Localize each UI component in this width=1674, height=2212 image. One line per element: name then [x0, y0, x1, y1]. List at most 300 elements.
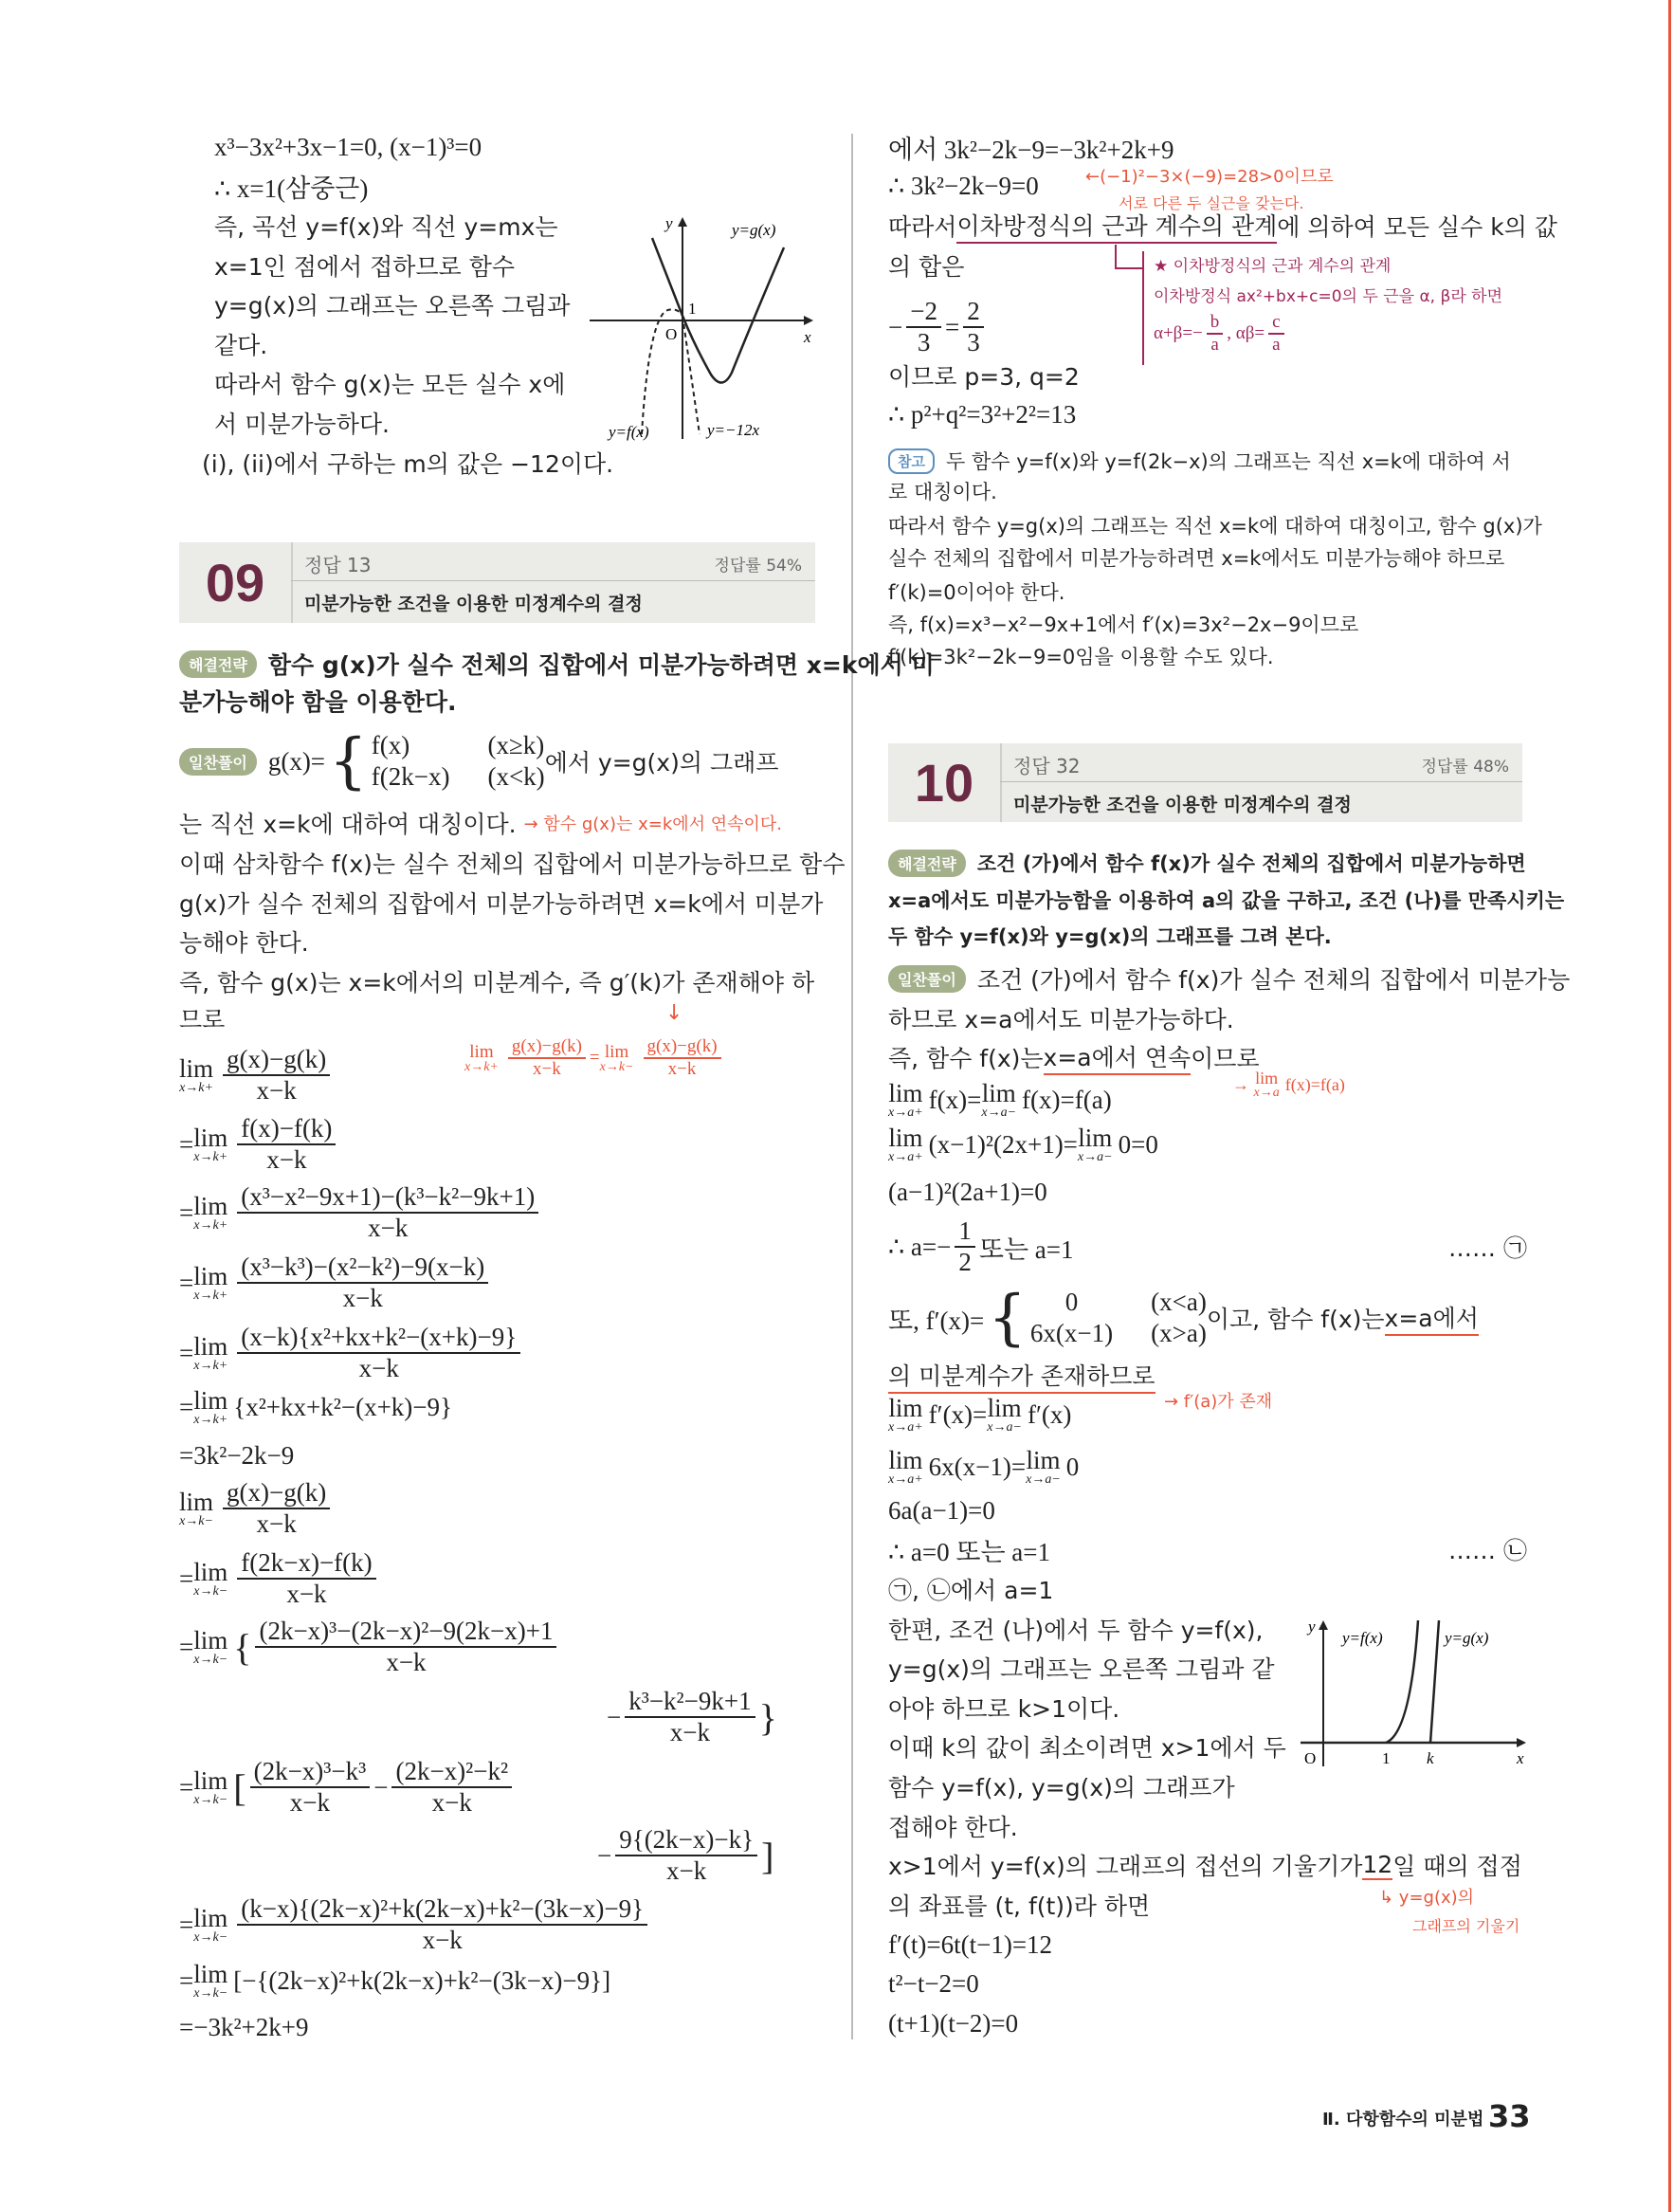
- math-text: x→k+: [193, 1288, 228, 1303]
- graph-label-one: 1: [688, 300, 697, 318]
- y-axis-arrow: [1319, 1620, 1328, 1630]
- fraction: [223, 1478, 330, 1539]
- text-line: 에서 3k²−2k−9=−3k²+2k+9: [888, 135, 1174, 164]
- correct-rate: 정답률 54%: [714, 557, 802, 576]
- text-line: 서 미분가능하다.: [214, 411, 390, 438]
- limit: [987, 1393, 1022, 1435]
- eq: t²−t−2=0: [888, 1968, 979, 1998]
- math-text: x−k: [286, 1580, 327, 1608]
- fraction: [1268, 312, 1283, 356]
- condition: (x≥k): [487, 731, 545, 759]
- math-text: =: [179, 1563, 194, 1593]
- limit: [888, 1078, 923, 1120]
- step-1: [179, 1039, 334, 1111]
- text-line: 므로: [179, 1006, 226, 1033]
- math-text: 에 의하여 모든 실수 k의 값: [1277, 213, 1557, 241]
- text-line: 함수 y=f(x), y=g(x)의 그래프가: [888, 1774, 1235, 1801]
- solution-line: [888, 958, 1570, 999]
- cases: [372, 731, 545, 792]
- fraction: [237, 1548, 375, 1609]
- math-text: x→k+: [193, 1217, 228, 1233]
- math-text: x→k−: [193, 1929, 228, 1945]
- underlined-term: x=a에서 연속: [1044, 1039, 1192, 1075]
- text-line: 한편, 조건 (나)에서 두 함수 y=f(x),: [888, 1617, 1264, 1644]
- math-text: k³−k²−9k+1: [625, 1687, 755, 1718]
- math-text: f(x)=f(a): [1284, 1074, 1345, 1094]
- text-line: ∴ p²+q²=3²+2²=13: [888, 399, 1077, 429]
- math-text: =: [179, 1632, 194, 1661]
- math-text: x→a+: [888, 1105, 923, 1120]
- case: f(2k−x): [371, 762, 450, 791]
- eq: (t+1)(t−2)=0: [888, 2008, 1019, 2038]
- reference-badge: 참고: [888, 448, 935, 474]
- math-text: x→k−: [179, 1513, 213, 1528]
- math-text: 12: [1362, 1850, 1393, 1878]
- red-note: ←(−1)²−3×(−9)=28>0이므로: [1085, 167, 1334, 187]
- text-line: (i), (ii)에서 구하는 m의 값은 −12이다.: [202, 450, 614, 478]
- math-text: 2: [963, 297, 984, 328]
- text-line: 접해야 한다.: [888, 1814, 1018, 1841]
- red-note: ↳ y=g(x)의: [1379, 1888, 1475, 1908]
- text-line: [888, 1355, 1155, 1397]
- graph-label-y: y: [1308, 1618, 1316, 1636]
- math-text: 즉, 함수 f(x)는: [888, 1045, 1044, 1072]
- text-line: 의 합은: [888, 253, 965, 281]
- math-text: lim: [193, 1261, 228, 1290]
- math-text: x−k: [669, 1718, 711, 1746]
- math-text: (2k−x)²−k²: [391, 1757, 512, 1788]
- fraction: [391, 1757, 512, 1818]
- limit: [193, 1125, 227, 1164]
- math-text: x=a에서: [1385, 1300, 1479, 1336]
- math-text: x−k: [358, 1354, 399, 1382]
- lim: lim: [604, 1041, 629, 1062]
- math-text: (x³−x²−9x+1)−(k³−k²−9k+1): [237, 1182, 538, 1214]
- limit: [981, 1078, 1017, 1120]
- text-line: ∴ 3k²−2k−9=0: [888, 171, 1039, 200]
- math-text: 6x(x−1)=: [928, 1452, 1027, 1481]
- math-text: 두 함수 y=f(x)와 y=f(2k−x)의 그래프는 직선 x=k에 대하여 서: [945, 450, 1511, 473]
- step-7: =3k²−2k−9: [179, 1440, 295, 1470]
- step-10-cont: [607, 1681, 777, 1753]
- math-text: x−k: [289, 1788, 331, 1817]
- math-text: x−k: [422, 1926, 463, 1954]
- solution-badge: 일찬풀이: [179, 748, 257, 776]
- math-text: f(2k−x)−f(k): [237, 1548, 375, 1580]
- math-text: g(x)−g(k): [223, 1478, 330, 1509]
- math-text: x→k−: [193, 1792, 228, 1807]
- answer: 정답 32: [1013, 755, 1081, 777]
- math-part: {: [988, 1283, 1027, 1353]
- underlined-term: 이차방정식의 근과 계수의 관계: [956, 208, 1277, 244]
- graph-label-g: y=g(x): [1445, 1629, 1489, 1647]
- math-text: (x>a): [1151, 1319, 1207, 1347]
- math-text: }: [758, 1695, 777, 1739]
- strategy-line: [179, 643, 935, 685]
- math-text: 일 때의 접점: [1392, 1853, 1522, 1880]
- limit: [193, 1765, 228, 1807]
- eq: [888, 1392, 1071, 1437]
- math: g(x)=: [267, 746, 326, 776]
- fraction: [237, 1252, 488, 1313]
- math-text: x−k: [666, 1856, 707, 1885]
- text-line: y=g(x)의 그래프는 오른쪽 그림과: [214, 292, 571, 320]
- math-text: x→k−: [193, 1985, 228, 2001]
- limit: [888, 1445, 923, 1487]
- math-text: =: [179, 1197, 194, 1227]
- text-line: 따라서 함수 g(x)는 모든 실수 x에: [214, 371, 566, 398]
- eq: (a−1)²(2a+1)=0: [888, 1177, 1047, 1206]
- fraction: [615, 1825, 757, 1886]
- graph-label-k: k: [1427, 1749, 1434, 1767]
- x-axis-arrow: [1517, 1738, 1526, 1747]
- math-text: x→k−: [193, 1652, 228, 1667]
- graph-cubic-tangent: [590, 211, 817, 444]
- curve-g: [1430, 1620, 1439, 1743]
- page-edge-line: [1668, 0, 1671, 2212]
- math-text: =: [944, 312, 960, 341]
- step-13: [179, 1957, 610, 2004]
- fraction: [237, 1182, 538, 1243]
- note-title: ★ 이차방정식의 근과 계수의 관계: [1154, 257, 1392, 276]
- step-8: [179, 1472, 334, 1545]
- math-text: lim: [1255, 1069, 1279, 1088]
- math-text: 이고, 함수 f(x)는: [1206, 1306, 1385, 1333]
- limit: [179, 1487, 214, 1528]
- problem-title: 미분가능한 조건을 이용한 미정계수의 결정: [1013, 795, 1352, 815]
- math-text: x−k: [431, 1788, 472, 1817]
- eq: [888, 1444, 1079, 1490]
- note-line: 이차방정식 ax²+bx+c=0의 두 근을 α, β라 하면: [1154, 287, 1502, 306]
- math-text: (2k−x)³−(2k−x)²−9(2k−x)+1: [255, 1617, 556, 1648]
- condition: (x<k): [487, 762, 545, 791]
- math-text: lim: [193, 1959, 228, 1988]
- text-line: 같다.: [214, 332, 268, 359]
- math-text: −: [607, 1702, 622, 1731]
- divider: [1000, 781, 1522, 782]
- math-text: lim: [193, 1903, 228, 1932]
- math-text: f(x)−f(k): [237, 1114, 336, 1145]
- lim-sub: x→k−: [599, 1059, 634, 1074]
- math-text: 또는 a=1: [978, 1234, 1074, 1264]
- math-text: 조건 (가)에서 함수 f(x)가 실수 전체의 집합에서 미분가능하면: [976, 852, 1526, 875]
- limit: [179, 1053, 214, 1095]
- math-text: (x−1)²(2x+1)=: [928, 1129, 1078, 1159]
- x-axis-arrow: [804, 316, 813, 325]
- math-text: lim: [193, 1191, 228, 1220]
- text-line: x³−3x²+3x−1=0, (x−1)³=0: [214, 132, 482, 161]
- limit: [193, 1625, 228, 1667]
- text-line: [888, 1844, 1522, 1886]
- math-text: 3: [967, 328, 980, 356]
- math-text: lim: [888, 1445, 923, 1474]
- eq: 6a(a−1)=0: [888, 1495, 995, 1525]
- curve-g: [652, 238, 784, 383]
- math-text: lim: [193, 1123, 228, 1152]
- math-text: lim: [888, 1078, 923, 1107]
- answer: 정답 13: [304, 554, 372, 576]
- graph-label-f: y=f(x): [1342, 1629, 1383, 1647]
- math-text: lim: [981, 1078, 1016, 1107]
- math-text: (k−x){(2k−x)²+k(2k−x)+k²−(3k−x)−9}: [237, 1894, 647, 1926]
- problem-title: 미분가능한 조건을 이용한 미정계수의 결정: [304, 594, 643, 614]
- step-14: =−3k²+2k+9: [179, 2012, 309, 2041]
- red-arrow-icon: ↓: [665, 1000, 683, 1025]
- step-10: [179, 1611, 560, 1683]
- strategy-line: 두 함수 y=f(x)와 y=g(x)의 그래프를 그려 본다.: [888, 925, 1332, 948]
- brace: {: [329, 726, 368, 796]
- math-text: ]: [761, 1834, 774, 1877]
- red-note-limit: [464, 1022, 725, 1094]
- step-3: [179, 1177, 542, 1249]
- math-text: x→a+: [888, 1149, 923, 1164]
- math-text: (x<a): [1151, 1288, 1207, 1316]
- strategy-text: 함수 g(x)가 실수 전체의 집합에서 미분가능하려면 x=k에서 미: [267, 651, 935, 679]
- limit: [464, 1043, 499, 1074]
- math-text: x→a−: [1077, 1149, 1113, 1164]
- text-line: 이때 삼차함수 f(x)는 실수 전체의 집합에서 미분가능하므로 함수: [179, 850, 846, 878]
- fraction: [255, 1617, 556, 1677]
- correct-rate: 정답률 48%: [1421, 758, 1509, 777]
- math-text: lim: [888, 1393, 923, 1422]
- math-text: =: [179, 1268, 194, 1297]
- numerator: g(x)−g(k): [508, 1036, 586, 1059]
- math-text: lim: [193, 1331, 228, 1361]
- eq-derivative: [888, 1280, 1479, 1356]
- divider: [291, 580, 815, 581]
- math-text: a: [1272, 334, 1281, 355]
- math-text: f′(x)=: [928, 1399, 988, 1429]
- math-text: 6x(x−1): [1029, 1319, 1114, 1347]
- math-text: =: [179, 1910, 194, 1939]
- math-text: x−k: [256, 1076, 297, 1105]
- math-text: x−k: [256, 1509, 297, 1538]
- math-text: f(x)=: [928, 1085, 982, 1114]
- text-line: [888, 205, 1557, 247]
- step-5: [179, 1317, 524, 1389]
- text-line: ㉠, ㉡에서 a=1: [888, 1577, 1054, 1604]
- math-text: 이므로: [1191, 1045, 1260, 1072]
- math-text: 0: [1065, 1452, 1080, 1481]
- math-text: (x−k){x²+kx+k²−(x+k)−9}: [237, 1323, 520, 1354]
- math-text: x→a+: [888, 1472, 923, 1487]
- fraction: [237, 1894, 647, 1955]
- column-divider: [851, 134, 853, 2039]
- text-line: 즉, 함수 g(x)는 x=k에서의 미분계수, 즉 g′(k)가 존재해야 하: [179, 969, 815, 996]
- eq: f′(t)=6t(t−1)=12: [888, 1929, 1053, 1959]
- red-note: 그래프의 기울기: [1412, 1916, 1520, 1935]
- math-text: x−k: [266, 1145, 307, 1174]
- math-text: 따라서: [888, 213, 957, 241]
- text-line: [179, 802, 782, 844]
- math-text: lim: [1026, 1445, 1061, 1474]
- math-text: x→a−: [987, 1419, 1022, 1435]
- lim-sub: x→k+: [464, 1059, 499, 1074]
- limit: [888, 1393, 923, 1435]
- math-text: {: [233, 1625, 252, 1669]
- math-text: x→a: [1253, 1086, 1280, 1100]
- eq-limit: [888, 1122, 1158, 1167]
- problem-number: 09: [179, 542, 293, 623]
- math-text: f′(x): [1027, 1399, 1072, 1429]
- text: 는 직선 x=k에 대하여 대칭이다.: [179, 811, 517, 838]
- math-text: lim: [1078, 1123, 1113, 1152]
- math-text: lim: [193, 1385, 228, 1415]
- math-text: x−k: [386, 1648, 427, 1676]
- strategy-line: [888, 842, 1526, 884]
- math-text: x−k: [342, 1284, 383, 1312]
- math-text: −2: [906, 297, 941, 328]
- limit: [193, 1261, 228, 1303]
- math-text: −: [373, 1772, 389, 1801]
- graph-label-origin: O: [1304, 1749, 1317, 1767]
- step-9: [179, 1543, 380, 1615]
- denominator: x−k: [667, 1059, 697, 1079]
- math-text: =: [179, 1338, 194, 1367]
- math-text: f(x)=f(a): [1022, 1085, 1112, 1114]
- math-text: b: [1207, 312, 1224, 335]
- mark-2: …… ㉡: [1448, 1537, 1527, 1564]
- math-text: c: [1268, 312, 1283, 335]
- math-text: [−{(2k−x)²+k(2k−x)+k²−(3k−x)−9}]: [233, 1965, 611, 1995]
- math-text: =: [179, 1772, 194, 1801]
- problem-10-header: [888, 743, 1522, 822]
- equals: =: [589, 1048, 600, 1068]
- y-axis-arrow: [678, 217, 687, 227]
- limit: [193, 1903, 228, 1945]
- mark-1: …… ㉠: [1448, 1234, 1527, 1262]
- math-text: [: [233, 1765, 246, 1809]
- math-text: (x³−k³)−(x²−k²)−9(x−k): [237, 1252, 488, 1284]
- text-line: 의 좌표를 (t, f(t))라 하면: [888, 1892, 1151, 1920]
- math-part: [1030, 1288, 1207, 1348]
- solution-badge: 일찬풀이: [888, 965, 966, 993]
- math-text: →: [1232, 1074, 1249, 1094]
- text-line: [888, 1036, 1260, 1078]
- text-line: 이므로 p=3, q=2: [888, 363, 1080, 391]
- fraction: [1207, 312, 1224, 356]
- math-text: =: [179, 1392, 194, 1421]
- math-text: −: [597, 1840, 612, 1870]
- fraction: [237, 1114, 336, 1175]
- graph-label-g: y=g(x): [732, 221, 776, 239]
- math-text: x→k+: [193, 1358, 228, 1373]
- red-note: 서로 다른 두 실근을 갖는다.: [1119, 193, 1304, 212]
- numerator: g(x)−g(k): [644, 1036, 721, 1059]
- text-line: ∴ x=1(삼중근): [214, 174, 369, 203]
- reference-line: f′(k)=3k²−2k−9=0임을 이용할 수도 있다.: [888, 646, 1274, 668]
- magenta-note-connector: [1115, 245, 1143, 269]
- limit: [1254, 1069, 1280, 1100]
- limit: [193, 1557, 228, 1599]
- fraction: [963, 297, 984, 357]
- text-line: 이때 k의 값이 최소이려면 x>1에서 두: [888, 1734, 1286, 1762]
- lim: lim: [469, 1041, 494, 1062]
- math-text: x→k+: [179, 1080, 213, 1095]
- note-formula: [1154, 312, 1502, 356]
- math-text: −: [888, 312, 903, 341]
- fraction: [955, 1216, 975, 1277]
- math-text: 0: [1064, 1288, 1079, 1316]
- math-text: (2k−x)³−k³: [250, 1757, 371, 1788]
- step-11: [179, 1751, 516, 1823]
- math-text: lim: [987, 1393, 1022, 1422]
- math-text: x→k+: [193, 1149, 228, 1164]
- math-text: 0=0: [1118, 1129, 1158, 1159]
- math-text: x>1에서 y=f(x)의 그래프의 접선의 기울기가: [888, 1853, 1363, 1880]
- reference-line: 즉, f(x)=x³−x²−9x+1에서 f′(x)=3x²−2x−9이므로: [888, 613, 1359, 636]
- reference-line: 로 대칭이다.: [888, 481, 997, 503]
- math-text: lim: [193, 1625, 228, 1654]
- reference-line: f′(k)=0이어야 한다.: [888, 581, 1065, 604]
- text-line: 하므로 x=a에서도 미분가능하다.: [888, 1006, 1234, 1033]
- problem-number: 10: [888, 743, 1002, 822]
- limit: [1078, 1125, 1113, 1164]
- limit: [193, 1191, 228, 1233]
- math-text: ∴ a=−: [888, 1232, 952, 1261]
- reference-line: 실수 전체의 집합에서 미분가능하려면 x=k에서도 미분가능해야 하므로: [888, 547, 1505, 570]
- eq-solution-a: [888, 1211, 1074, 1283]
- math-text: {x²+kx+k²−(x+k)−9}: [233, 1392, 452, 1421]
- math-text: a: [1210, 334, 1219, 355]
- math-text: 의 미분계수가 존재하므로: [888, 1358, 1155, 1394]
- math-text: lim: [193, 1765, 228, 1795]
- problem-09-header: [179, 542, 815, 623]
- chapter-label: Ⅱ. 다항함수의 미분법: [1322, 2110, 1484, 2130]
- fraction: [625, 1687, 755, 1747]
- curve-f: [1386, 1620, 1418, 1743]
- eq-continuity: [888, 1077, 1112, 1123]
- solution-piecewise: [179, 723, 778, 799]
- graph-label-line: y=−12x: [707, 421, 760, 439]
- math-text: α+β=−: [1154, 322, 1203, 343]
- math-text: x→a−: [1026, 1472, 1061, 1487]
- graph-label-f: y=f(x): [609, 423, 649, 441]
- magenta-note: [1142, 251, 1502, 365]
- denominator: x−k: [533, 1059, 561, 1079]
- math-text: =: [179, 1129, 194, 1159]
- fraction: [906, 297, 941, 357]
- limit: [888, 1125, 923, 1164]
- text-line: 능해야 한다.: [179, 929, 309, 957]
- graph-label-y: y: [665, 214, 673, 232]
- limit: [600, 1043, 634, 1074]
- step-2: [179, 1108, 339, 1180]
- page-number: 33: [1488, 2098, 1531, 2134]
- red-note-continuity: [1232, 1066, 1345, 1104]
- red-note: → 함수 g(x)는 x=k에서 연속이다.: [523, 814, 783, 834]
- math-text: x→a−: [981, 1105, 1017, 1120]
- limit: [193, 1959, 228, 2001]
- math-text: lim: [179, 1487, 214, 1516]
- text-line: y=g(x)의 그래프는 오른쪽 그림과 같: [888, 1655, 1275, 1683]
- strategy-badge: 해결전략: [179, 650, 257, 678]
- sum-fraction: [888, 291, 988, 363]
- graph-label-x: x: [1517, 1749, 1524, 1767]
- math-text: 9{(2k−x)−k}: [615, 1825, 757, 1856]
- fraction: [644, 1036, 721, 1080]
- graph-f-g: [1297, 1615, 1529, 1771]
- math-text: 1: [955, 1216, 975, 1248]
- math-text: 2: [958, 1248, 972, 1276]
- fraction: [237, 1323, 520, 1383]
- red-note: → f′(a)가 존재: [1164, 1392, 1273, 1412]
- math-text: lim: [193, 1557, 228, 1586]
- math-text: , αβ=: [1227, 322, 1265, 343]
- math-text: x−k: [368, 1214, 409, 1242]
- text-line: g(x)가 실수 전체의 집합에서 미분가능하려면 x=k에서 미분가: [179, 890, 824, 918]
- math-text: lim: [888, 1123, 923, 1152]
